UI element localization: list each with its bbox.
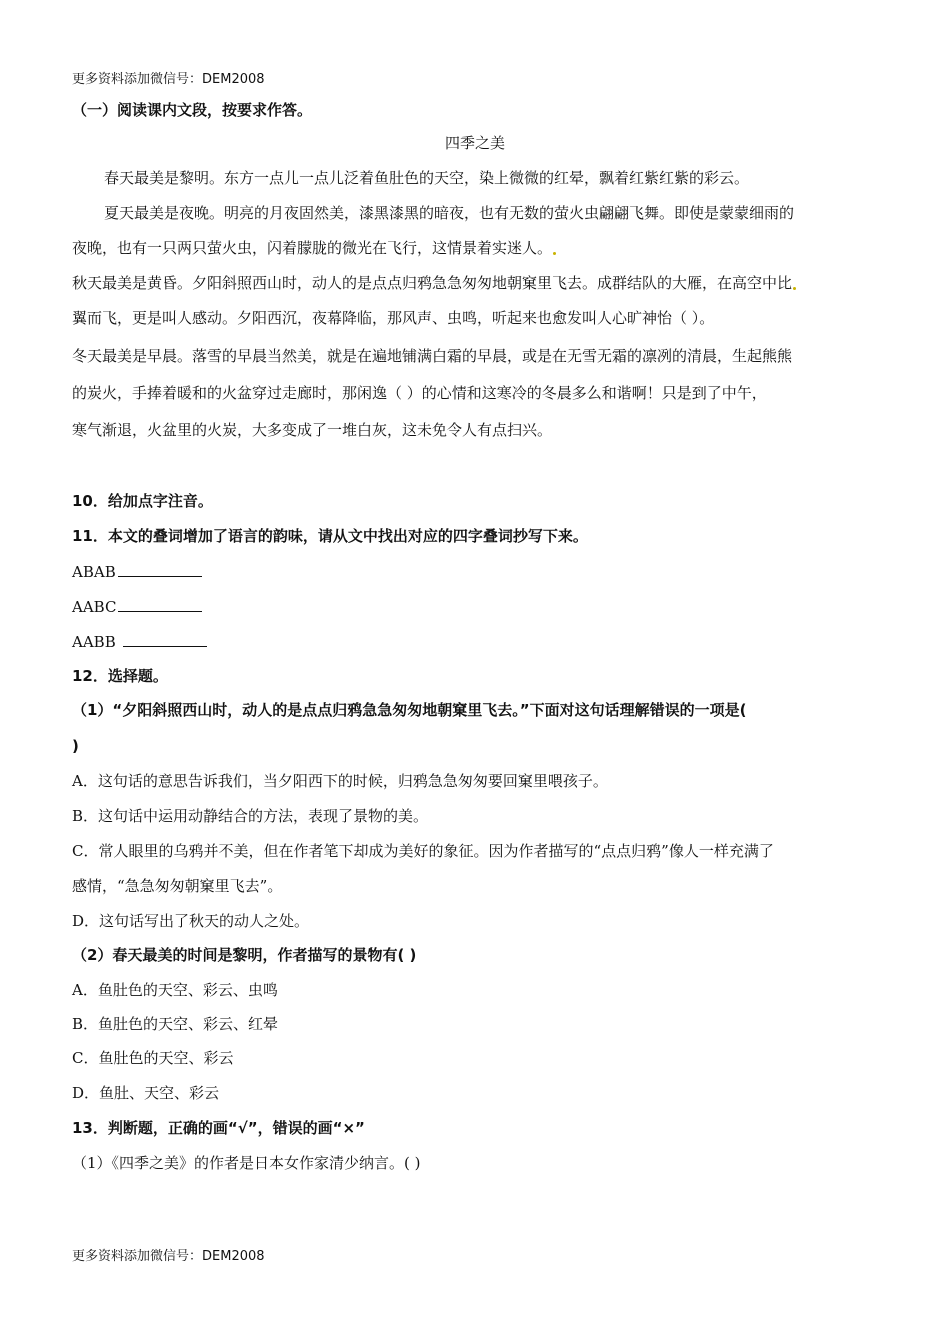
option-b: B．鱼肚色的天空、彩云、红晕: [72, 1015, 279, 1033]
passage-line-text: 秋天最美是黄昏。夕阳斜照西山时，动人的是点点归鸦急急匆匆地朝窠里飞去。成群结队的大雁，在高空中比: [72, 274, 793, 292]
answer-line-aabb: [72, 632, 207, 652]
answer-blank[interactable]: [123, 632, 207, 647]
question-13: 13．判断题，正确的画“√”，错误的画“×”: [72, 1119, 365, 1137]
passage-line: 翼而飞，更是叫人感动。夕阳西沉，夜幕降临，那风声、虫鸣，听起来也愈发叫人心旷神怡（ ）。: [72, 309, 715, 327]
option-a: A．鱼肚色的天空、彩云、虫鸣: [72, 981, 278, 999]
pattern-label: ABAB: [72, 563, 116, 581]
passage-line: 夏天最美是夜晚。明亮的月夜固然美，漆黑漆黑的暗夜，也有无数的萤火虫翩翩飞舞。即使是蒙蒙细雨的: [104, 204, 795, 222]
question-12: 12．选择题。: [72, 667, 168, 685]
passage-line: 寒气渐退，火盆里的火炭，大多变成了一堆白灰，这未免令人有点扫兴。: [72, 421, 553, 439]
option-c-continued: 感情，“急急匆匆朝窠里飞去”。: [72, 877, 283, 895]
answer-blank[interactable]: [118, 597, 202, 612]
passage-line: 冬天最美是早晨。落雪的早晨当然美，就是在遍地铺满白霜的早晨，或是在无雪无霜的凛冽的清晨，生起熊熊: [72, 347, 793, 365]
section-heading: （一）阅读课内文段，按要求作答。: [72, 101, 313, 119]
passage-title: 四季之美: [444, 134, 505, 152]
passage-line-text: 夜晚，也有一只两只萤火虫，闪着朦胧的微光在飞行，这情景着实迷人。: [72, 239, 553, 257]
emphasis-dot-icon: [793, 287, 796, 290]
passage-line: 的炭火，手捧着暖和的火盆穿过走廊时，那闲逸（ ）的心情和这寒冷的冬晨多么和谐啊！只是到了中午，: [72, 384, 767, 402]
answer-blank[interactable]: [118, 562, 202, 577]
passage-line: [72, 273, 797, 293]
option-b: B．这句话中运用动静结合的方法，表现了景物的美。: [72, 807, 429, 825]
option-d: D．鱼肚、天空、彩云: [72, 1084, 220, 1102]
question-11: 11．本文的叠词增加了语言的韵味，请从文中找出对应的四字叠词抄写下来。: [72, 527, 588, 545]
option-a: A．这句话的意思告诉我们，当夕阳西下的时候，归鸦急急匆匆要回窠里喂孩子。: [72, 772, 608, 790]
question-10: 10．给加点字注音。: [72, 492, 213, 510]
pattern-label: AABB: [72, 633, 116, 651]
passage-line: [72, 238, 557, 258]
question-12-1: （1）“夕阳斜照西山时，动人的是点点归鸦急急匆匆地朝窠里飞去。”下面对这句话理解错误的一项是(: [72, 701, 747, 719]
emphasis-dot-icon: [553, 252, 556, 255]
option-d: D．这句话写出了秋天的动人之处。: [72, 912, 310, 930]
question-12-2: （2）春天最美的时间是黎明，作者描写的景物有( ): [72, 946, 417, 964]
answer-line-aabc: [72, 597, 202, 617]
passage-line: 春天最美是黎明。东方一点儿一点儿泛着鱼肚色的天空，染上微微的红晕，飘着红紫红紫的彩云。: [104, 169, 750, 187]
answer-line-abab: [72, 562, 202, 582]
question-13-1: （1）《四季之美》的作者是日本女作家清少纳言。( ): [72, 1154, 421, 1172]
page-header: 更多资料添加微信号：DEM2008: [72, 72, 265, 87]
pattern-label: AABC: [72, 598, 117, 616]
question-12-1-paren: ): [72, 737, 79, 755]
option-c: C．常人眼里的乌鸦并不美，但在作者笔下却成为美好的象征。因为作者描写的“点点归鸦”像人一样充满了: [72, 842, 774, 860]
page-footer: 更多资料添加微信号：DEM2008: [72, 1249, 265, 1264]
option-c: C．鱼肚色的天空、彩云: [72, 1049, 234, 1067]
